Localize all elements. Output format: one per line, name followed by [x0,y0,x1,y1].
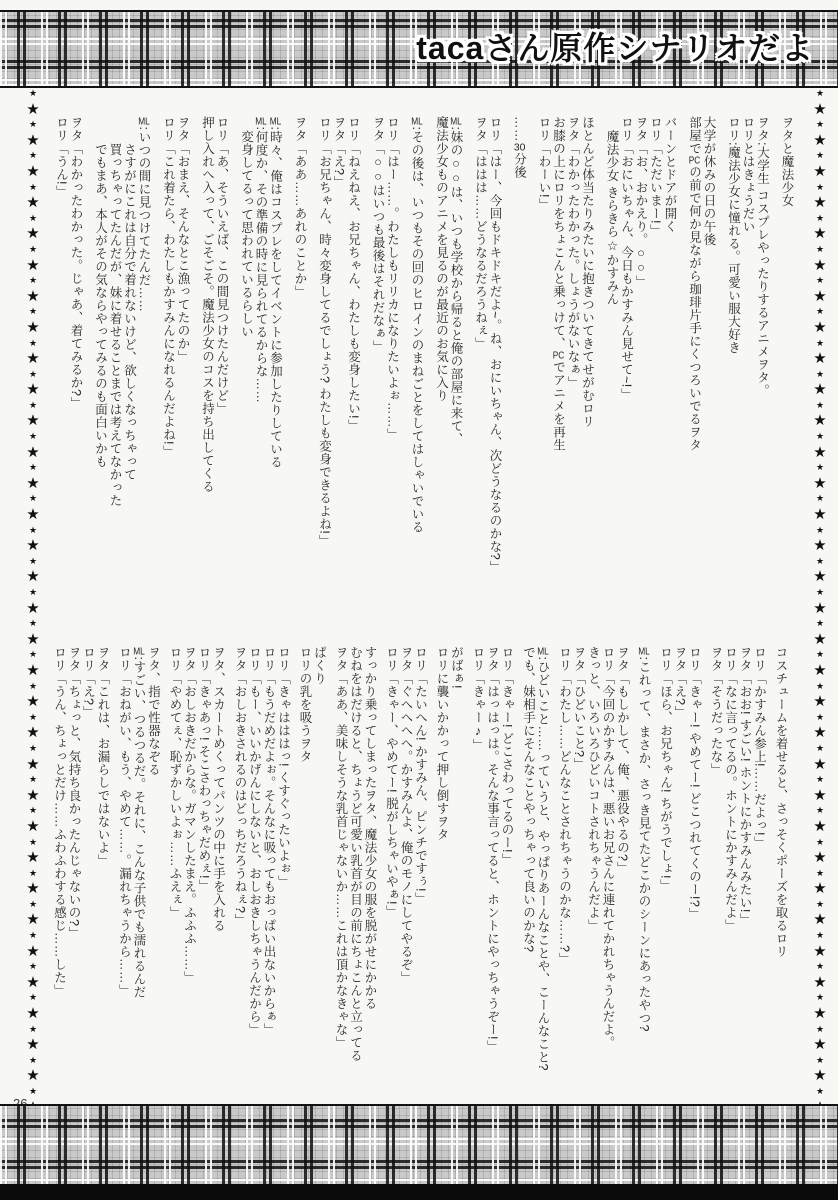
star-icon: ★ [28,275,38,286]
script-line: ロリ「なに言ってるの。ホントにかすみんだよ」 [723,646,738,932]
star-icon: ★ [28,805,38,816]
star-icon: ★ [26,318,40,336]
star-icon: ★ [26,1036,40,1054]
script-line: ML:時々、俺はコスプレをしてイベントに参加したりしている [268,116,283,469]
script-line: ロリ「ただいまー!」 [648,116,663,237]
script-line: ロリ「今回のかすみんは、悪いお兄さんに連れてかれちゃうんだよ。 [601,646,615,1049]
star-icon: ★ [28,649,38,660]
star-icon: ★ [26,817,40,835]
star-icon: ★ [26,162,40,180]
star-icon: ★ [28,462,38,473]
star-icon: ★ [815,1086,825,1096]
star-icon: ★ [813,973,827,991]
star-icon: ★ [815,867,825,878]
script-line: ヲタ「ひどいこと?」 [572,646,586,771]
star-icon: ★ [26,256,40,274]
star-icon: ★ [813,817,827,835]
script-line: ぱくり [312,646,327,685]
script-line: ロリに襲いかかって押し倒すヲタ [435,646,449,841]
script-line: 変身してるって思われているらしい [239,130,254,338]
star-icon: ★ [813,318,827,336]
script-line: ロリ「きゃー♪」 [471,646,485,752]
star-icon: ★ [26,693,40,711]
script-line: 押し入れへ入って、ごそごそ。魔法少女のコスを持ち出してくる [200,116,215,493]
script-line: ヲタ「○○はいつも最後はそれだなぁ」 [371,116,385,353]
script-section-setup [54,116,794,632]
star-icon: ★ [26,443,40,461]
star-icon: ★ [28,1023,38,1034]
script-line: ヲタ「おまえ、そんなとこ漁ってたのか」 [176,116,190,363]
star-icon: ★ [815,1054,825,1065]
script-line: ML:何度か、その準備の時に見られてるからな…… [254,116,268,404]
star-icon: ★ [813,381,827,399]
star-icon: ★ [26,599,40,617]
star-icon: ★ [813,849,827,867]
star-icon: ★ [813,942,827,960]
script-line: でも、妹相手にそんなことやっちゃって良いのかな? [521,646,536,953]
star-icon: ★ [813,1067,827,1085]
script-line: ヲタ、スカートめくってパンツの中に手を入れる [211,646,226,932]
star-icon: ★ [815,649,825,660]
script-line: ヲタ「そうだったな」 [709,646,723,776]
star-icon: ★ [813,412,827,430]
script-line: お膝の上にロリをちょこんと乗っけて、PCでアニメを再生 [551,116,566,452]
star-icon: ★ [815,898,825,909]
script-line: ……30分後 [512,116,527,179]
star-icon: ★ [28,88,38,98]
script-line: ヲタ「ああ……あれのことか」 [293,116,307,298]
script-line: がばぁ! [449,646,464,689]
star-icon: ★ [815,306,825,317]
star-icon: ★ [813,599,827,617]
script-line: ロリ「おにいちゃん、今日もかすみん見せて~!」 [619,116,634,401]
tatechuyoko-text: ML [638,646,650,657]
star-icon: ★ [815,399,825,410]
tatechuyoko-text: ML [138,116,150,127]
star-icon: ★ [26,131,40,149]
script-line: ロリ「はー、今回もドキドキだよ~。ね、おにいちゃん、次どうなるのかな?」 [488,116,502,574]
script-line: ヲタ「ちょっと、気持ち良かったんじゃないの?」 [67,646,81,940]
star-icon: ★ [815,150,825,161]
script-section-play [52,646,788,1102]
tatechuyoko-text: PC [552,350,565,361]
script-line: ML:すごい、つるつるだ。それに、こんな子供でも濡れるんだ [132,646,146,999]
plaid-border-bottom [0,1104,838,1188]
star-icon: ★ [815,181,825,192]
script-line: ロリとはきょうだい [741,116,755,233]
star-icon: ★ [815,275,825,286]
star-icon: ★ [28,992,38,1003]
star-icon: ★ [815,368,825,379]
star-icon: ★ [28,150,38,161]
star-icon: ★ [28,742,38,753]
star-icon: ★ [28,618,38,629]
star-icon: ★ [815,493,825,504]
script-line: 魔法少女ものアニメを見るのが最近のお気に入り [434,116,449,402]
star-icon: ★ [28,774,38,785]
star-icon: ★ [815,805,825,816]
star-icon: ★ [28,1086,38,1096]
star-icon: ★ [26,287,40,305]
star-border-left [24,86,42,1120]
star-icon: ★ [26,942,40,960]
star-icon: ★ [813,568,827,586]
banner-title: tacaさん原作シナリオだよ [416,30,814,66]
star-icon: ★ [26,225,40,243]
star-icon: ★ [26,474,40,492]
script-line: ロリ「うん!」 [54,116,69,198]
star-icon: ★ [28,524,38,535]
star-icon: ★ [26,849,40,867]
black-bar-bottom [0,1184,838,1200]
script-line: ロリ「かすみん参上!……だよっ!」 [752,646,767,849]
script-line: ロリ「はー……。わたしもリリカになりたいよぉ……」 [385,116,400,441]
star-icon: ★ [26,350,40,368]
star-icon: ★ [26,568,40,586]
script-line: すっかり乗ってしまったヲタ、魔法少女の服を脱がせにかかる [363,646,377,1010]
star-icon: ★ [26,537,40,555]
script-line: ヲタ「え?」 [673,646,687,719]
star-icon: ★ [28,493,38,504]
script-line: ヲタと魔法少女 [780,116,794,207]
star-border-right [811,86,829,1120]
star-icon: ★ [28,399,38,410]
star-icon: ★ [28,555,38,566]
script-line: ヲタ「もしかして、俺、悪役やるの?」 [615,646,630,875]
script-line: むねをはだけると、ちょうど可愛い乳首が目の前にちょこんと立ってる [348,646,363,1062]
script-line: ロリ「もー、いいかげんにしないと、おしおきしちゃうんだから」 [247,646,262,1036]
script-line: ロリ「え?」 [81,646,96,719]
script-line: ロリ「きゃあっ! そこさわっちゃだめぇ!」 [197,646,211,892]
star-icon: ★ [813,880,827,898]
star-icon: ★ [815,119,825,130]
star-icon: ★ [26,786,40,804]
script-line: ロリ「これ着たら、わたしもかすみんになれるんだよね!」 [161,116,176,458]
tatechuyoko-text: ML [255,116,267,127]
star-icon: ★ [813,100,827,118]
star-icon: ★ [815,930,825,941]
star-icon: ★ [26,1067,40,1085]
tatechuyoko-text: ML [537,646,549,657]
script-line: ヲタ「はっはっは。そんな事言ってると、ホントにやっちゃうぞー!」 [485,646,500,1053]
script-line: ヲタ「おしおきされるのはどっちだろうねぇ?」 [233,646,247,927]
plaid-border-top [0,10,838,88]
tatechuyoko-text: ML [133,646,145,657]
star-icon: ★ [28,711,38,722]
script-line: ロリ「ほら、お兄ちゃん! ちがうでしょ!」 [658,646,673,892]
script-line: ヲタ「わかったわかった。じゃあ、着てみるか?」 [69,116,83,410]
tatechuyoko-text: ML [450,116,462,127]
star-icon: ★ [28,680,38,691]
script-line: ロリ「わーい!」 [537,116,551,211]
script-line: ヲタ「お、おかえり。○○」 [634,116,648,288]
star-icon: ★ [26,100,40,118]
script-line: ロリ:魔法少女に憧れる。可愛い服大好き [726,116,741,354]
star-icon: ★ [26,194,40,212]
star-icon: ★ [26,630,40,648]
star-icon: ★ [28,587,38,597]
script-line: ロリ「お兄ちゃん、時々変身してるでしょう? わたしも変身できるよね!」 [317,116,332,548]
script-line: コスチュームを着せると、さっそくポーズを取るロリ [774,646,788,958]
star-icon: ★ [28,119,38,130]
star-icon: ★ [813,256,827,274]
star-icon: ★ [28,306,38,317]
star-icon: ★ [815,212,825,223]
script-line: ヲタ、指で性器なぞる [146,646,161,776]
script-line: ML:これって、まさか、さっき見てたどこかのシーンにあったやつ? [637,646,651,1032]
star-icon: ★ [28,337,38,348]
star-icon: ★ [813,162,827,180]
star-icon: ★ [813,474,827,492]
star-icon: ★ [815,774,825,785]
star-icon: ★ [28,212,38,223]
star-icon: ★ [815,462,825,473]
script-line: ロリの乳を吸うヲタ [298,646,312,763]
script-line: バーンとドアが開く [663,116,677,233]
star-icon: ★ [815,992,825,1003]
star-icon: ★ [815,555,825,566]
star-icon: ★ [813,1005,827,1023]
star-icon: ★ [815,337,825,348]
star-icon: ★ [813,786,827,804]
star-icon: ★ [28,836,38,847]
star-icon: ★ [28,431,38,442]
star-icon: ★ [813,911,827,929]
star-icon: ★ [26,880,40,898]
star-icon: ★ [28,243,38,254]
star-icon: ★ [813,630,827,648]
star-icon: ★ [28,867,38,878]
script-line: 部屋でPCの前で何か見ながら珈琲片手にくつろいでるヲタ [687,116,702,452]
star-icon: ★ [813,287,827,305]
script-line: ロリ「たいへん! かすみん、ピンチですぅ!」 [413,646,428,905]
script-line: ヲタ「ああ、美味しそうな乳首じゃないか……これは頂かなきゃな」 [334,646,348,1049]
script-line: でもまあ、本人がその気ならやってみるのも面白いかも [93,143,108,468]
star-icon: ★ [815,524,825,535]
script-line: ロリ「あ、そういえば、この間見つけたんだけど」 [215,116,229,415]
script-line: ロリ「うん、ちょっとだけ……ふわふわする感じ……した」 [52,646,67,997]
script-line: 買っちゃってたんだが、妹に着せることまでは考えてなかった [108,143,122,507]
script-line: きっと、いろいろひどいコトされちゃうんだよ」 [586,646,601,932]
star-icon: ★ [815,587,825,597]
star-icon: ★ [813,506,827,524]
script-line: 魔法少女 きらきら☆かすみん [605,130,619,306]
star-icon: ★ [26,755,40,773]
script-line: ロリ「おねがい、もう、やめて……。漏れちゃうから……」 [117,646,132,997]
star-icon: ★ [813,724,827,742]
script-line: ML:いつの間に見つけてたんだ…… [137,116,151,313]
star-icon: ★ [813,1036,827,1054]
script-line: ロリ「もうだめだよぉ。そんなに吸ってもおっぱい出ないからぁ」 [262,646,276,1036]
star-icon: ★ [28,181,38,192]
star-icon: ★ [813,661,827,679]
script-line: ヲタ「え?」 [332,116,346,189]
script-line: ヲタ「わかったわかった。しょうがないなぁ」 [566,116,580,389]
script-line: ヲタ「おお! すごい! ホントにかすみんみたい!」 [738,646,752,926]
star-icon: ★ [28,961,38,972]
star-icon: ★ [815,711,825,722]
star-icon: ★ [815,836,825,847]
script-line: さすがにこれは自分で着れないけど、欲しくなっちゃって [122,143,137,481]
star-icon: ★ [815,88,825,98]
script-line: ヲタ「おしおきだからな。ガマンしたまえ。ふふふ……」 [182,646,197,984]
star-icon: ★ [26,973,40,991]
tatechuyoko-text: 30 [513,142,526,153]
script-line: ロリ「きゃー! やめてー! どこつれてくのー!?」 [687,646,702,921]
tatechuyoko-text: PC [688,155,701,166]
star-icon: ★ [815,618,825,629]
star-icon: ★ [813,443,827,461]
star-icon: ★ [28,930,38,941]
star-icon: ★ [26,724,40,742]
tatechuyoko-text: ML [269,116,282,127]
star-icon: ★ [815,1023,825,1034]
script-line: ML:妹の○○は、いつも学校から帰ると俺の部屋に来て、 [449,116,463,446]
script-line: ヲタ「これは、お漏らしではないよ」 [96,646,110,867]
star-icon: ★ [28,898,38,909]
script-line: ヲタ「ははは……どうなるだろうねぇ」 [473,116,488,350]
script-line: 大学が休みの日の午後 [702,116,716,246]
star-icon: ★ [26,911,40,929]
star-icon: ★ [815,680,825,691]
script-line: ロリ「きゃー! どこさわってるのー!」 [500,646,514,866]
script-line: ヲタ:大学生 コスプレやったりするアニメヲタ。 [755,116,770,397]
tatechuyoko-text: ML [411,116,423,127]
script-line: ほとんど体当たりみたいに抱きついてきてせがむロリ [580,116,595,428]
script-line: ロリ「きゃー、やめてー! 脱がしちゃいやぁ!」 [384,646,399,918]
script-line: ロリ「やめてぇ、恥ずかしいよぉ……ふえぇ」 [168,646,182,919]
star-icon: ★ [26,506,40,524]
script-line: ML:その後は、いつもその回のヒロインのまねごとをしてはしゃいでいる [410,116,424,534]
star-icon: ★ [813,350,827,368]
star-icon: ★ [813,693,827,711]
star-icon: ★ [813,755,827,773]
star-icon: ★ [28,368,38,379]
script-line: ロリ「きゃはははっ! くすぐったいよぉ」 [276,646,291,888]
script-line: ロリ「ねえねえ、お兄ちゃん、わたしも変身したい!」 [346,116,361,432]
star-icon: ★ [815,243,825,254]
star-icon: ★ [813,225,827,243]
star-icon: ★ [815,431,825,442]
star-icon: ★ [813,194,827,212]
star-icon: ★ [815,961,825,972]
star-icon: ★ [26,1005,40,1023]
star-icon: ★ [28,1054,38,1065]
star-icon: ★ [26,661,40,679]
star-icon: ★ [26,412,40,430]
script-line: ロリ「わたし……どんなことされちゃうのかな……?」 [557,646,572,966]
star-icon: ★ [815,742,825,753]
script-line: ヲタ「ぐへへへへ。かすみんよ、俺のモノにしてやるぞ」 [399,646,413,984]
star-icon: ★ [813,537,827,555]
star-icon: ★ [813,131,827,149]
script-line: ML:ひどいこと……っていうと、やっぱりあーんなことや、こーんなこと? [536,646,550,1071]
star-icon: ★ [26,381,40,399]
